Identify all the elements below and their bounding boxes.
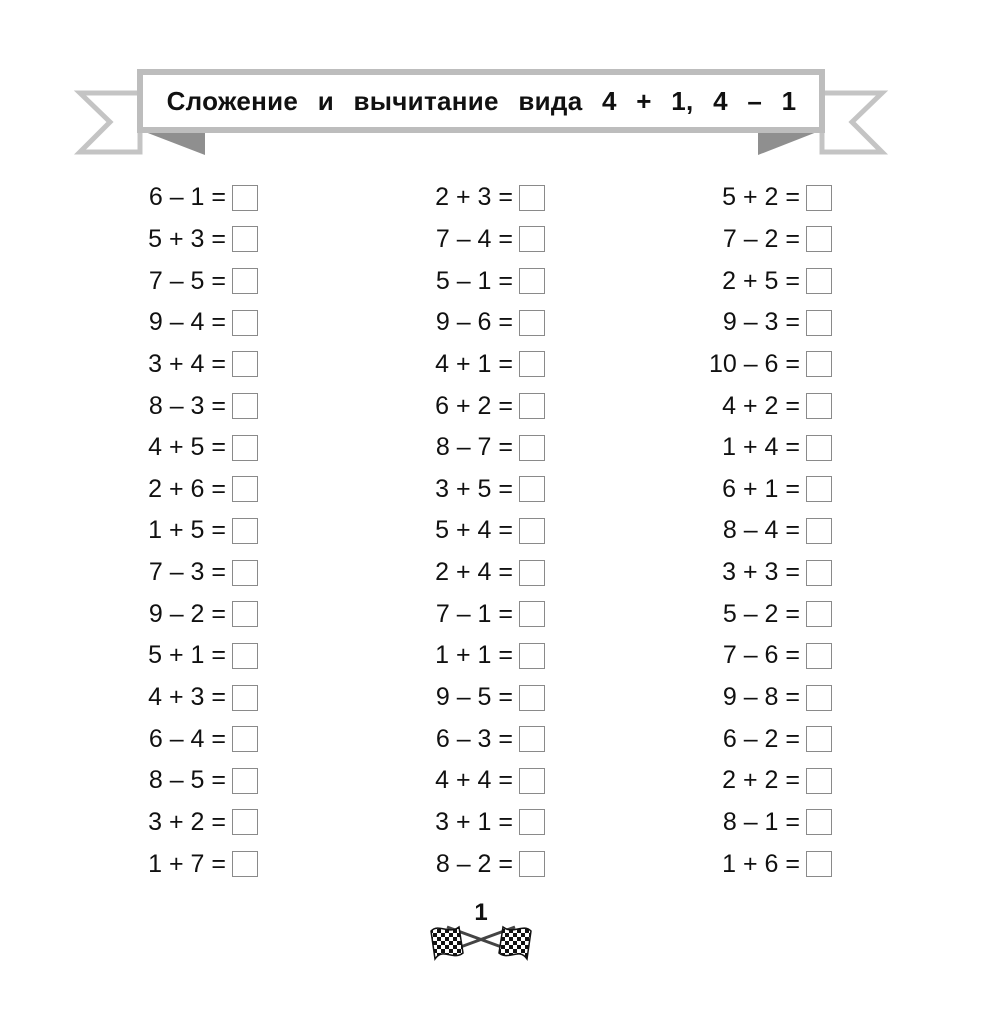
answer-box[interactable] [519,851,545,877]
problem-row [379,635,545,677]
problem-expression: 7 – 2 = [722,224,800,253]
page-number: 1 [474,899,488,926]
problem-expression: 6 + 1 = [722,474,800,503]
problem-row [92,344,258,386]
answer-box[interactable] [232,351,258,377]
problem-expression: 5 – 1 = [435,266,513,295]
answer-box[interactable] [519,601,545,627]
ribbon-left-tail [80,93,140,152]
problem-row [666,177,832,219]
problem-row [379,510,545,552]
checkered-flags-icon [425,917,537,967]
problem-row [92,677,258,719]
problem-expression: 7 – 3 = [148,558,226,587]
problem-row [92,177,258,219]
problem-row [379,677,545,719]
problem-row [666,260,832,302]
answer-box[interactable] [519,435,545,461]
answer-box[interactable] [806,643,832,669]
problem-row [92,718,258,760]
problem-expression: 6 – 3 = [435,724,513,753]
problem-row [379,802,545,844]
problem-expression: 4 + 3 = [148,683,226,711]
problem-row [379,219,545,261]
problem-expression: 9 – 2 = [148,599,226,628]
problem-row [92,760,258,802]
problem-row [92,260,258,302]
answer-box[interactable] [519,393,545,419]
problem-row [666,760,832,802]
problem-row [379,427,545,469]
answer-box[interactable] [232,435,258,461]
problem-expression: 8 – 1 = [722,807,800,836]
answer-box[interactable] [519,476,545,502]
answer-box[interactable] [806,310,832,336]
problem-row [666,510,832,552]
answer-box[interactable] [519,560,545,586]
ribbon-right-fold [758,130,822,155]
answer-box[interactable] [232,310,258,336]
answer-box[interactable] [232,185,258,211]
problem-expression: 2 + 6 = [148,474,226,503]
page-footer [425,895,540,970]
problem-expression: 3 + 4 = [148,349,226,378]
answer-box[interactable] [519,351,545,377]
problem-expression: 7 – 1 = [435,599,513,628]
answer-box[interactable] [519,809,545,835]
problem-expression: 8 – 2 = [435,849,513,878]
problem-expression: 6 – 1 = [148,183,226,212]
problem-row [379,260,545,302]
problem-row [92,635,258,677]
problem-expression: 1 + 1 = [435,641,513,670]
ribbon-right-tail [822,93,882,152]
answer-box[interactable] [806,726,832,752]
answer-box[interactable] [519,226,545,252]
problem-row [92,302,258,344]
problem-expression: 4 + 2 = [722,391,800,420]
problem-row [379,468,545,510]
problem-expression: 1 + 4 = [722,433,800,462]
problem-row [92,843,258,885]
problem-expression: 9 – 5 = [435,683,513,711]
answer-box[interactable] [519,768,545,794]
problem-expression: 9 – 3 = [722,308,800,337]
answer-box[interactable] [232,768,258,794]
answer-box[interactable] [519,643,545,669]
answer-box[interactable] [519,518,545,544]
answer-box[interactable] [806,435,832,461]
problem-expression: 8 – 3 = [148,391,226,420]
problem-row [666,593,832,635]
answer-box[interactable] [806,351,832,377]
problem-expression: 3 + 3 = [722,558,800,587]
answer-box[interactable] [806,809,832,835]
problem-row [666,427,832,469]
problem-expression: 3 + 5 = [435,474,513,503]
problem-expression: 4 + 4 = [435,766,513,795]
answer-box[interactable] [806,601,832,627]
problem-row [92,468,258,510]
answer-box[interactable] [232,226,258,252]
problem-row [666,468,832,510]
title-banner [0,0,1000,170]
problem-expression: 3 + 1 = [435,807,513,836]
problem-expression: 4 + 5 = [148,433,226,462]
problem-row [379,385,545,427]
answer-box[interactable] [806,685,832,711]
problem-expression: 5 + 4 = [435,516,513,545]
answer-box[interactable] [806,185,832,211]
problem-row [379,302,545,344]
problem-expression: 9 – 6 = [435,308,513,337]
problem-row [379,552,545,594]
problem-expression: 3 + 2 = [148,807,226,836]
answer-box[interactable] [232,518,258,544]
problem-row [379,344,545,386]
answer-box[interactable] [519,310,545,336]
problem-row [92,385,258,427]
answer-box[interactable] [232,643,258,669]
problem-row [92,552,258,594]
problem-column-3 [666,177,832,885]
problem-row [666,552,832,594]
answer-box[interactable] [232,809,258,835]
answer-box[interactable] [232,393,258,419]
problem-expression: 6 + 2 = [435,391,513,420]
answer-box[interactable] [519,726,545,752]
problem-row [92,593,258,635]
problem-expression: 2 + 5 = [722,266,800,295]
problem-expression: 2 + 2 = [722,766,800,795]
problem-expression: 1 + 7 = [148,849,226,878]
problem-row [666,802,832,844]
answer-box[interactable] [806,226,832,252]
problem-row [379,760,545,802]
problem-expression: 2 + 4 = [435,558,513,587]
problem-row [92,510,258,552]
answer-box[interactable] [232,601,258,627]
problem-row [379,177,545,219]
answer-box[interactable] [519,185,545,211]
answer-box[interactable] [806,560,832,586]
problem-expression: 1 + 5 = [148,516,226,545]
answer-box[interactable] [232,560,258,586]
answer-box[interactable] [806,518,832,544]
problem-column-1 [92,177,258,885]
answer-box[interactable] [519,268,545,294]
problem-expression: 6 – 4 = [148,724,226,753]
problem-row [92,427,258,469]
problem-expression: 5 – 2 = [722,599,800,628]
answer-box[interactable] [806,768,832,794]
answer-box[interactable] [806,851,832,877]
problem-expression: 7 – 4 = [435,224,513,253]
answer-box[interactable] [806,393,832,419]
problem-expression: 8 – 7 = [435,433,513,462]
problem-row [666,219,832,261]
problem-row [666,302,832,344]
problem-expression: 1 + 6 = [722,849,800,878]
problem-row [666,718,832,760]
problem-row [666,344,832,386]
problem-expression: 9 – 4 = [148,308,226,337]
answer-box[interactable] [232,726,258,752]
problem-row [666,843,832,885]
problem-row [666,635,832,677]
problem-expression: 9 – 8 = [722,683,800,711]
answer-box[interactable] [232,851,258,877]
problem-expression: 2 + 3 = [435,183,513,212]
problem-row [379,843,545,885]
problem-expression: 10 – 6 = [708,349,800,378]
problem-expression: 6 – 2 = [722,724,800,753]
problem-expression: 5 + 3 = [148,224,226,253]
problem-expression: 7 – 6 = [722,641,800,670]
page-title: Сложение и вычитание вида 4 + 1, 4 – 1 [166,86,797,116]
problem-expression: 7 – 5 = [148,266,226,295]
problem-expression: 8 – 4 = [722,516,800,545]
answer-box[interactable] [232,476,258,502]
answer-box[interactable] [232,685,258,711]
problem-row [666,385,832,427]
problem-row [379,593,545,635]
problem-row [379,718,545,760]
ribbon-left-fold [140,130,205,155]
problem-expression: 4 + 1 = [435,349,513,378]
problem-row [666,677,832,719]
problem-row [92,219,258,261]
problem-row [92,802,258,844]
problem-expression: 5 + 1 = [148,641,226,670]
answer-box[interactable] [806,268,832,294]
answer-box[interactable] [232,268,258,294]
problem-column-2 [379,177,545,885]
answer-box[interactable] [806,476,832,502]
answer-box[interactable] [519,685,545,711]
problem-expression: 8 – 5 = [148,766,226,795]
problem-expression: 5 + 2 = [722,183,800,212]
